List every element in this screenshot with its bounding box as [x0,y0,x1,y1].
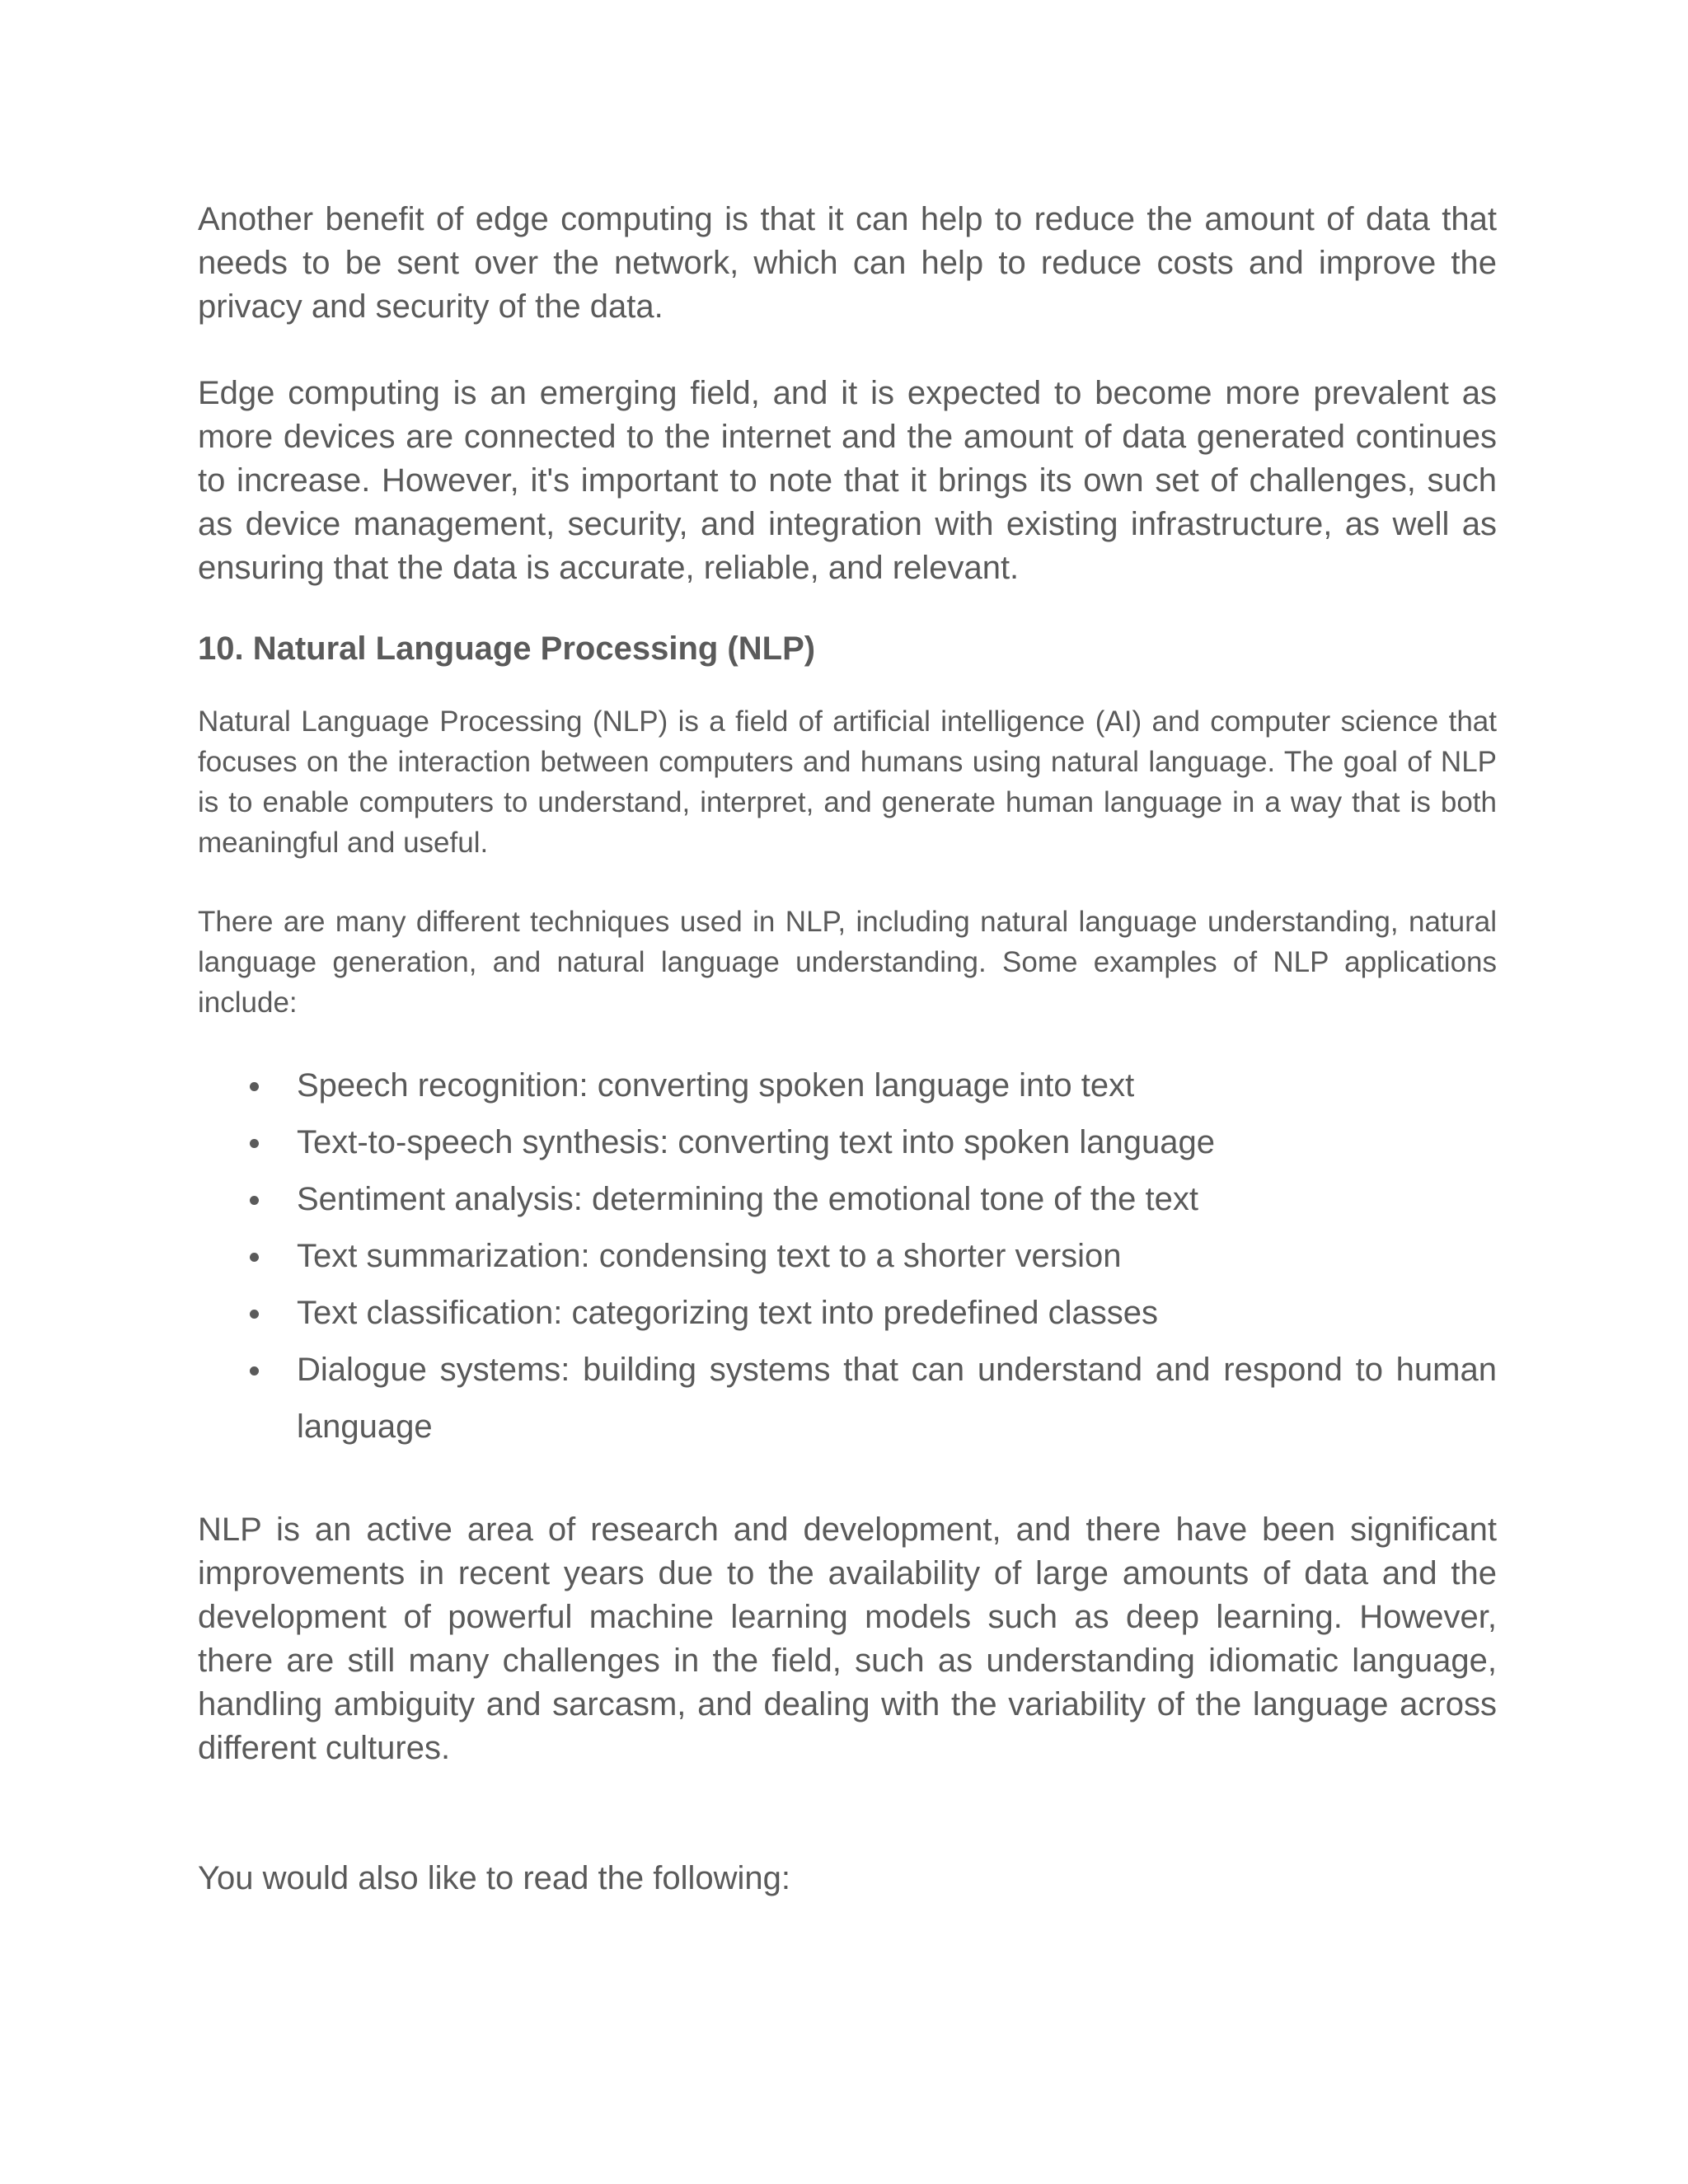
bullet-icon [250,1196,259,1205]
list-item [198,1342,1497,1455]
document-page [198,198,1497,1900]
list-item [198,1285,1497,1342]
list-item-text: Text classification: categorizing text into predefined classes [297,1295,1158,1331]
bullet-icon [250,1253,259,1262]
nlp-conclusion-paragraph: NLP is an active area of research and development, and there have been significant improvements in recent years due to the availability of large amounts of data and the development of powerful machine learning models such as deep learning. However, there are still many challenges in the field, such as understanding idiomatic language, handling ambiguity and sarcasm, and dealing with the variability of the language across different cultures. [198,1511,1497,1766]
edge-paragraph-2: Edge computing is an emerging field, and it is expected to become more prevalent as more devices are connected to the internet and the amount of data generated continues to increase. However, it's important to note that it brings its own set of challenges, such as device management, security, and integration with existing infrastructure, as well as ensuring that the data is accurate, reliable, and relevant. [198,375,1497,586]
bullet-icon [250,1139,259,1148]
list-item [198,1114,1497,1171]
list-item-text: Dialogue systems: building systems that can understand and respond to human language [297,1352,1497,1445]
read-more-text: You would also like to read the following: [198,1860,790,1896]
list-item-text: Text-to-speech synthesis: converting text into spoken language [297,1124,1215,1160]
bullet-icon [250,1366,259,1376]
edge-paragraph-1: Another benefit of edge computing is that it can help to reduce the amount of data that needs to be sent over the network, which can help to reduce costs and improve the privacy and security of the data. [198,201,1497,325]
list-item-text: Sentiment analysis: determining the emotional tone of the text [297,1181,1198,1217]
list-item [198,1171,1497,1228]
nlp-intro-paragraph: Natural Language Processing (NLP) is a field of artificial intelligence (AI) and computer science that focuses on the interaction between computers and humans using natural language. The goal of NLP is to enable computers to understand, interpret, and generate human language in a way that is both meaningful and useful. [198,705,1497,859]
bullet-icon [250,1310,259,1319]
applications-list [198,1057,1497,1455]
bullet-icon [250,1082,259,1091]
nlp-techniques-paragraph: There are many different techniques used in NLP, including natural language understanding, natural language generation, and natural language understanding. Some examples of NLP applications include: [198,906,1497,1019]
list-item-text: Text summarization: condensing text to a shorter version [297,1238,1122,1274]
list-item-text: Speech recognition: converting spoken language into text [297,1067,1135,1104]
list-item [198,1228,1497,1285]
list-item [198,1057,1497,1114]
section-heading: 10. Natural Language Processing (NLP) [198,630,816,667]
